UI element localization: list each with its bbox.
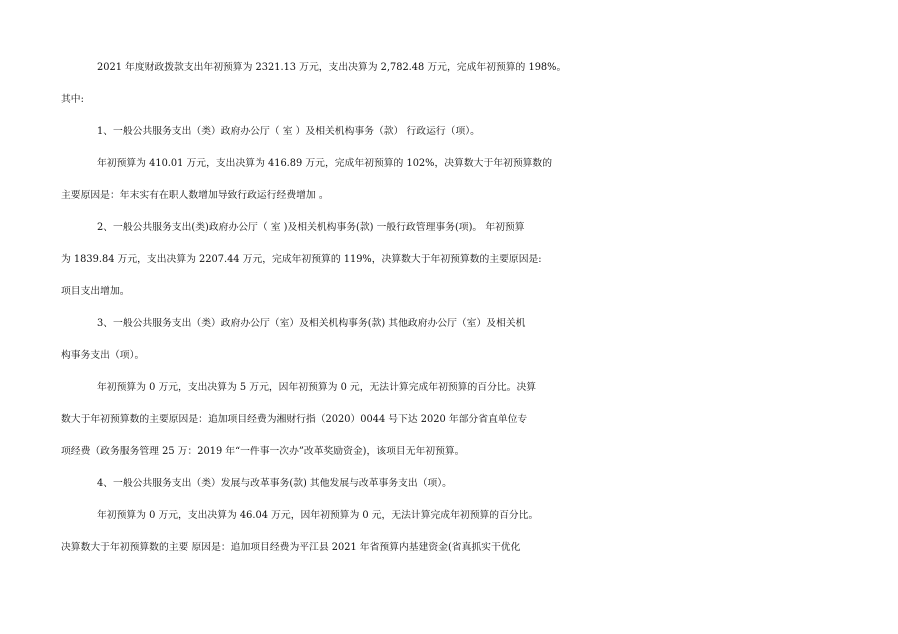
item-1-heading: 1、一般公共服务支出（类）政府办公厅（ 室 ）及相关机构事务（款） 行政运行（项）。 [97, 126, 480, 137]
item-3-detail-line-1: 年初预算为 0 万元，支出决算为 5 万元，因年初预算为 0 元，无法计算完成年初预算的百分比。决算 [97, 382, 537, 393]
item-3-heading-line-2: 构事务支出（项）。 [61, 350, 145, 361]
item-3-detail-line-2: 数大于年初预算数的主要原因是：追加项目经费为湘财行指（2020）0044 号下达 2020 年部分省直单位专 [61, 414, 528, 425]
item-4-detail-line-1: 年初预算为 0 万元，支出决算为 46.04 万元，因年初预算为 0 元，无法计算完成年初预算的百分比。 [97, 510, 539, 521]
item-2-detail-line-1: 为 1839.84 万元，支出决算为 2207.44 万元，完成年初预算的 119%，决算数大于年初预算数的主要原因是: [61, 254, 542, 265]
item-3-detail-line-3: 项经费（政务服务管理 25 万：2019 年“一件事一次办”改革奖励资金)，该项目无年初预算。 [61, 446, 465, 457]
item-2-heading: 2、一般公共服务支出(类)政府办公厅（ 室 )及相关机构事务(款) 一般行政管理事务(项)。 年初预算 [97, 222, 525, 233]
paragraph-budget-summary-line-1: 2021 年度财政拨款支出年初预算为 2321.13 万元，支出决算为 2,782.48 万元，完成年初预算的 198%。 [97, 62, 567, 73]
item-3-heading-line-1: 3、一般公共服务支出（类）政府办公厅（室）及相关机构事务(款) 其他政府办公厅（室）及相关机 [97, 318, 526, 329]
item-4-detail-line-2: 决算数大于年初预算数的主要 原因是：追加项目经费为平江县 2021 年省预算内基建资金(省真抓实干优化 [61, 542, 521, 553]
item-1-detail-line-2: 主要原因是：年末实有在职人数增加导致行政运行经费增加 。 [61, 190, 329, 201]
paragraph-budget-summary-line-2: 其中: [61, 94, 84, 105]
item-4-heading: 4、一般公共服务支出（类）发展与改革事务(款) 其他发展与改革事务支出（项）。 [97, 478, 452, 489]
item-2-detail-line-2: 项目支出增加。 [61, 286, 130, 297]
item-1-detail-line-1: 年初预算为 410.01 万元，支出决算为 416.89 万元，完成年初预算的 102%，决算数大于年初预算数的 [97, 158, 553, 169]
